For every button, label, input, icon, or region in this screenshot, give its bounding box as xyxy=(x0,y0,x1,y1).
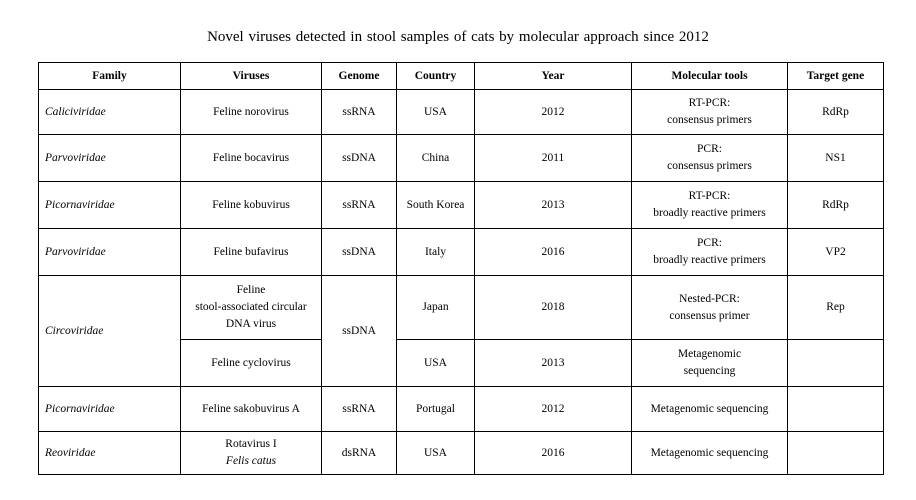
target-gene-cell xyxy=(788,340,884,387)
tools-cell: Metagenomic sequencing xyxy=(632,432,788,475)
tools-cell xyxy=(632,229,788,276)
genome-cell: ssDNA xyxy=(322,229,397,276)
header-target-gene: Target gene xyxy=(788,63,884,90)
family-cell: Picornaviridae xyxy=(39,182,181,229)
virus-line: DNA virus xyxy=(225,318,277,330)
virus-cell: Feline norovirus xyxy=(181,90,322,135)
country-cell: Portugal xyxy=(397,387,475,432)
genome-cell: ssDNA xyxy=(322,135,397,182)
table-row xyxy=(39,276,884,340)
virus-cell: Feline sakobuvirus A xyxy=(181,387,322,432)
virus-table xyxy=(38,62,884,475)
table-row xyxy=(39,229,884,276)
country-cell: Japan xyxy=(397,276,475,340)
table-row xyxy=(39,135,884,182)
country-cell: USA xyxy=(397,340,475,387)
virus-cell: Feline bocavirus xyxy=(181,135,322,182)
year-cell: 2016 xyxy=(475,432,632,475)
year-cell: 2013 xyxy=(475,182,632,229)
family-cell: Reoviridae xyxy=(39,432,181,475)
header-molecular-tools: Molecular tools xyxy=(632,63,788,90)
virus-line: Feline xyxy=(236,284,266,296)
virus-cell xyxy=(181,432,322,475)
year-cell: 2012 xyxy=(475,387,632,432)
country-cell: Italy xyxy=(397,229,475,276)
table-caption: Novel viruses detected in stool samples of cats by molecular approach since 2012 xyxy=(207,29,709,45)
virus-cell: Feline kobuvirus xyxy=(181,182,322,229)
country-cell: USA xyxy=(397,432,475,475)
header-country: Country xyxy=(397,63,475,90)
tools-line: consensus primer xyxy=(669,309,750,322)
tools-line: broadly reactive primers xyxy=(653,254,766,266)
tools-line: Nested-PCR: xyxy=(679,292,740,305)
country-cell: USA xyxy=(397,90,475,135)
genome-cell: ssRNA xyxy=(322,182,397,229)
tools-cell xyxy=(632,135,788,182)
year-cell: 2018 xyxy=(475,276,632,340)
virus-cell: Feline bufavirus xyxy=(181,229,322,276)
tools-line: Metagenomic xyxy=(677,348,742,360)
genome-cell: ssRNA xyxy=(322,90,397,135)
virus-line: Rotavirus I xyxy=(225,438,277,450)
year-cell: 2011 xyxy=(475,135,632,182)
table-row xyxy=(39,182,884,229)
header-genome: Genome xyxy=(322,63,397,90)
tools-line: PCR: xyxy=(697,143,722,155)
table-row xyxy=(39,432,884,475)
virus-host-species: Felis catus xyxy=(225,455,277,467)
tools-line: PCR: xyxy=(697,237,722,249)
tools-line: broadly reactive primers xyxy=(653,207,766,219)
target-gene-cell: VP2 xyxy=(788,229,884,276)
tools-cell xyxy=(632,90,788,135)
header-viruses: Viruses xyxy=(181,63,322,90)
country-cell: South Korea xyxy=(397,182,475,229)
genome-cell: dsRNA xyxy=(322,432,397,475)
target-gene-cell: RdRp xyxy=(788,90,884,135)
tools-cell xyxy=(632,340,788,387)
tools-line: sequencing xyxy=(683,365,736,377)
country-cell: China xyxy=(397,135,475,182)
virus-line: stool-associated circular xyxy=(195,301,307,313)
year-cell: 2013 xyxy=(475,340,632,387)
header-family: Family xyxy=(39,63,181,90)
family-cell: Parvoviridae xyxy=(39,135,181,182)
family-cell: Parvoviridae xyxy=(39,229,181,276)
genome-cell: ssRNA xyxy=(322,387,397,432)
tools-cell: Metagenomic sequencing xyxy=(632,387,788,432)
tools-line: RT-PCR: xyxy=(688,97,731,109)
year-cell: 2016 xyxy=(475,229,632,276)
target-gene-cell: NS1 xyxy=(788,135,884,182)
header-year: Year xyxy=(475,63,632,90)
target-gene-cell xyxy=(788,387,884,432)
tools-line: RT-PCR: xyxy=(688,190,731,202)
virus-cell xyxy=(181,276,322,340)
target-gene-cell: Rep xyxy=(788,276,884,340)
year-cell: 2012 xyxy=(475,90,632,135)
header-row xyxy=(39,63,884,90)
table-row xyxy=(39,90,884,135)
tools-cell xyxy=(632,276,788,340)
table-row xyxy=(39,387,884,432)
virus-cell: Feline cyclovirus xyxy=(181,340,322,387)
family-cell: Caliciviridae xyxy=(39,90,181,135)
tools-cell xyxy=(632,182,788,229)
target-gene-cell xyxy=(788,432,884,475)
tools-line: consensus primers xyxy=(667,114,752,126)
family-cell: Circoviridae xyxy=(39,276,181,387)
target-gene-cell: RdRp xyxy=(788,182,884,229)
family-cell: Picornaviridae xyxy=(39,387,181,432)
tools-line: consensus primers xyxy=(667,160,752,172)
genome-cell: ssDNA xyxy=(322,276,397,387)
